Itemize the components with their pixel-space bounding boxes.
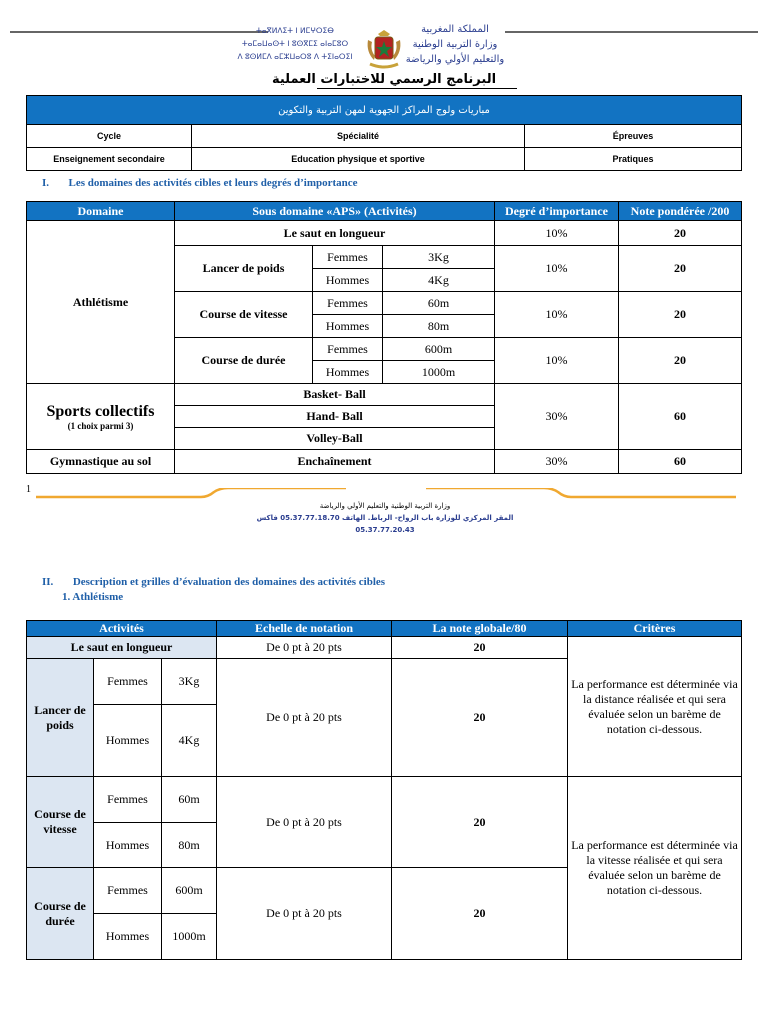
- subsection-heading: [62, 591, 123, 603]
- section-1-title: Les domaines des activités cibles et leurs degrés d’importance: [68, 177, 358, 189]
- t1-lancer-note: 20: [619, 246, 742, 292]
- t1-sports-item-1: Basket- Ball: [175, 384, 495, 406]
- t2-lancer-note: 20: [392, 659, 568, 777]
- t2-duree-label: Course de durée: [27, 868, 94, 960]
- athletisme-grid-table: [26, 620, 742, 960]
- t1-lancer-hommes: Hommes: [313, 269, 383, 292]
- t2-saut-scale: De 0 pt à 20 pts: [217, 637, 392, 659]
- header-rule-right: [505, 31, 758, 33]
- tifinagh-line-2: ⵜⴰⵎⴰⵡⴰⵙⵜ ⵏ ⵓⵙⴳⵎⵉ ⴰⵏⴰⵎⵓⵔ: [241, 39, 349, 48]
- t2-lancer-scale: De 0 pt à 20 pts: [217, 659, 392, 777]
- t1-sports-label: Sports collectifs: [46, 402, 155, 420]
- t2-vitesse-note: 20: [392, 777, 568, 868]
- t2-criteria-speed: La performance est déterminée via la vitesse réalisée et qui sera évaluée selon un barème de notation ci-dessous.: [568, 777, 742, 960]
- domains-table: [26, 201, 742, 474]
- t1-gym-degree: 30%: [495, 450, 619, 474]
- program-title-underline: [317, 88, 517, 89]
- t1-header-degre: Degré d’importance: [495, 202, 619, 221]
- t1-sports-item-2: Hand- Ball: [175, 406, 495, 428]
- t1-header-domaine: Domaine: [27, 202, 175, 221]
- footer-address: [230, 500, 540, 536]
- section-2-heading: [42, 576, 385, 588]
- subsection-title: Athlétisme: [72, 591, 124, 603]
- t1-sports-collectifs: [27, 384, 175, 450]
- t1-duree-note: 20: [619, 338, 742, 384]
- info-value-specialite: Education physique et sportive: [192, 148, 525, 171]
- t2-header-activites: Activités: [27, 621, 217, 637]
- t2-duree-femmes-val: 600m: [162, 868, 217, 914]
- arabic-line-2: وزارة التربية الوطنية: [412, 39, 498, 50]
- tifinagh-line-1: ⵜⴰⴳⵍⴷⵉⵜ ⵏ ⵍⵎⵖⵔⵉⴱ: [256, 26, 334, 35]
- t1-lancer-hommes-val: 4Kg: [383, 269, 495, 292]
- subsection-number: 1.: [62, 591, 71, 603]
- t2-saut-label: Le saut en longueur: [27, 637, 217, 659]
- info-header-cycle: Cycle: [27, 125, 192, 148]
- info-header-epreuves: Épreuves: [525, 125, 742, 148]
- t1-gym-note: 60: [619, 450, 742, 474]
- header-arabic: [405, 22, 505, 67]
- t1-duree-hommes-val: 1000m: [383, 361, 495, 384]
- t2-duree-hommes-val: 1000m: [162, 914, 217, 960]
- info-header-specialite: Spécialité: [192, 125, 525, 148]
- t1-vitesse-label: Course de vitesse: [175, 292, 313, 338]
- page-number: 1: [26, 484, 31, 495]
- t2-vitesse-femmes-val: 60m: [162, 777, 217, 823]
- coat-of-arms-icon: [364, 26, 404, 72]
- t2-lancer-hommes: Hommes: [94, 705, 162, 777]
- t2-lancer-femmes: Femmes: [94, 659, 162, 705]
- t2-vitesse-hommes: Hommes: [94, 823, 162, 868]
- t1-gym-label: Gymnastique au sol: [27, 450, 175, 474]
- info-value-cycle: Enseignement secondaire: [27, 148, 192, 171]
- t2-duree-femmes: Femmes: [94, 868, 162, 914]
- t1-saut-degree: 10%: [495, 221, 619, 246]
- arabic-line-1: المملكة المغربية: [421, 24, 489, 35]
- t2-saut-note: 20: [392, 637, 568, 659]
- t1-gym-item: Enchaînement: [175, 450, 495, 474]
- program-title: البرنامج الرسمي للاختبارات العملية: [271, 72, 497, 87]
- t1-lancer-femmes-val: 3Kg: [383, 246, 495, 269]
- t1-duree-hommes: Hommes: [313, 361, 383, 384]
- t1-header-sous-domaine: Sous domaine «APS» (Activités): [175, 202, 495, 221]
- t1-saut-label: Le saut en longueur: [175, 221, 495, 246]
- footer-line-1: وزارة التربية الوطنية والتعليم الأولي والرياضة: [319, 502, 451, 510]
- t2-vitesse-hommes-val: 80m: [162, 823, 217, 868]
- t1-duree-femmes-val: 600m: [383, 338, 495, 361]
- t2-vitesse-femmes: Femmes: [94, 777, 162, 823]
- t1-lancer-femmes: Femmes: [313, 246, 383, 269]
- t2-header-echelle: Echelle de notation: [217, 621, 392, 637]
- t1-vitesse-hommes: Hommes: [313, 315, 383, 338]
- t1-athletisme: Athlétisme: [27, 221, 175, 384]
- info-banner: مباريات ولوج المراكز الجهوية لمهن التربية والتكوين: [27, 96, 742, 125]
- footer-line-2: المقر المركزي للوزارة باب الرواح- الرباط. الهاتف 05.37.77.18.70 فاكس 05.37.77.20.43: [256, 514, 514, 534]
- t1-lancer-label: Lancer de poids: [175, 246, 313, 292]
- t1-sports-degree: 30%: [495, 384, 619, 450]
- section-1-number: I.: [42, 177, 50, 189]
- t1-vitesse-hommes-val: 80m: [383, 315, 495, 338]
- t1-sports-sub: (1 choix parmi 3): [67, 420, 134, 431]
- t1-vitesse-femmes: Femmes: [313, 292, 383, 315]
- t1-vitesse-femmes-val: 60m: [383, 292, 495, 315]
- info-table: [26, 95, 742, 171]
- section-1-heading: [42, 177, 358, 189]
- t2-lancer-label: Lancer de poids: [27, 659, 94, 777]
- t1-saut-note: 20: [619, 221, 742, 246]
- t1-vitesse-note: 20: [619, 292, 742, 338]
- t2-vitesse-label: Course de vitesse: [27, 777, 94, 868]
- t2-lancer-femmes-val: 3Kg: [162, 659, 217, 705]
- t1-duree-femmes: Femmes: [313, 338, 383, 361]
- header-tifinagh: [230, 24, 360, 63]
- section-2-number: II.: [42, 576, 54, 588]
- t2-vitesse-scale: De 0 pt à 20 pts: [217, 777, 392, 868]
- t1-vitesse-degree: 10%: [495, 292, 619, 338]
- t1-duree-label: Course de durée: [175, 338, 313, 384]
- t1-sports-item-3: Volley-Ball: [175, 428, 495, 450]
- t2-duree-note: 20: [392, 868, 568, 960]
- arabic-line-3: والتعليم الأولي والرياضة: [405, 54, 505, 65]
- t1-sports-note: 60: [619, 384, 742, 450]
- tifinagh-line-3: ⴷ ⵓⵙⵍⵎⴷ ⴰⵎⵣⵡⴰⵔⵓ ⴷ ⵜⵉⵏⴰⵔⵉⵏ: [237, 52, 353, 61]
- t1-duree-degree: 10%: [495, 338, 619, 384]
- t2-header-criteres: Critères: [568, 621, 742, 637]
- t2-duree-hommes: Hommes: [94, 914, 162, 960]
- t1-header-note: Note pondérée /200: [619, 202, 742, 221]
- t2-criteria-distance: La performance est déterminée via la distance réalisée et qui sera évaluée selon un barème de notation ci-dessous.: [568, 637, 742, 777]
- t2-lancer-hommes-val: 4Kg: [162, 705, 217, 777]
- info-value-epreuves: Pratiques: [525, 148, 742, 171]
- section-2-title: Description et grilles d’évaluation des domaines des activités cibles: [72, 576, 386, 588]
- t2-duree-scale: De 0 pt à 20 pts: [217, 868, 392, 960]
- t1-lancer-degree: 10%: [495, 246, 619, 292]
- t2-header-note: La note globale/80: [392, 621, 568, 637]
